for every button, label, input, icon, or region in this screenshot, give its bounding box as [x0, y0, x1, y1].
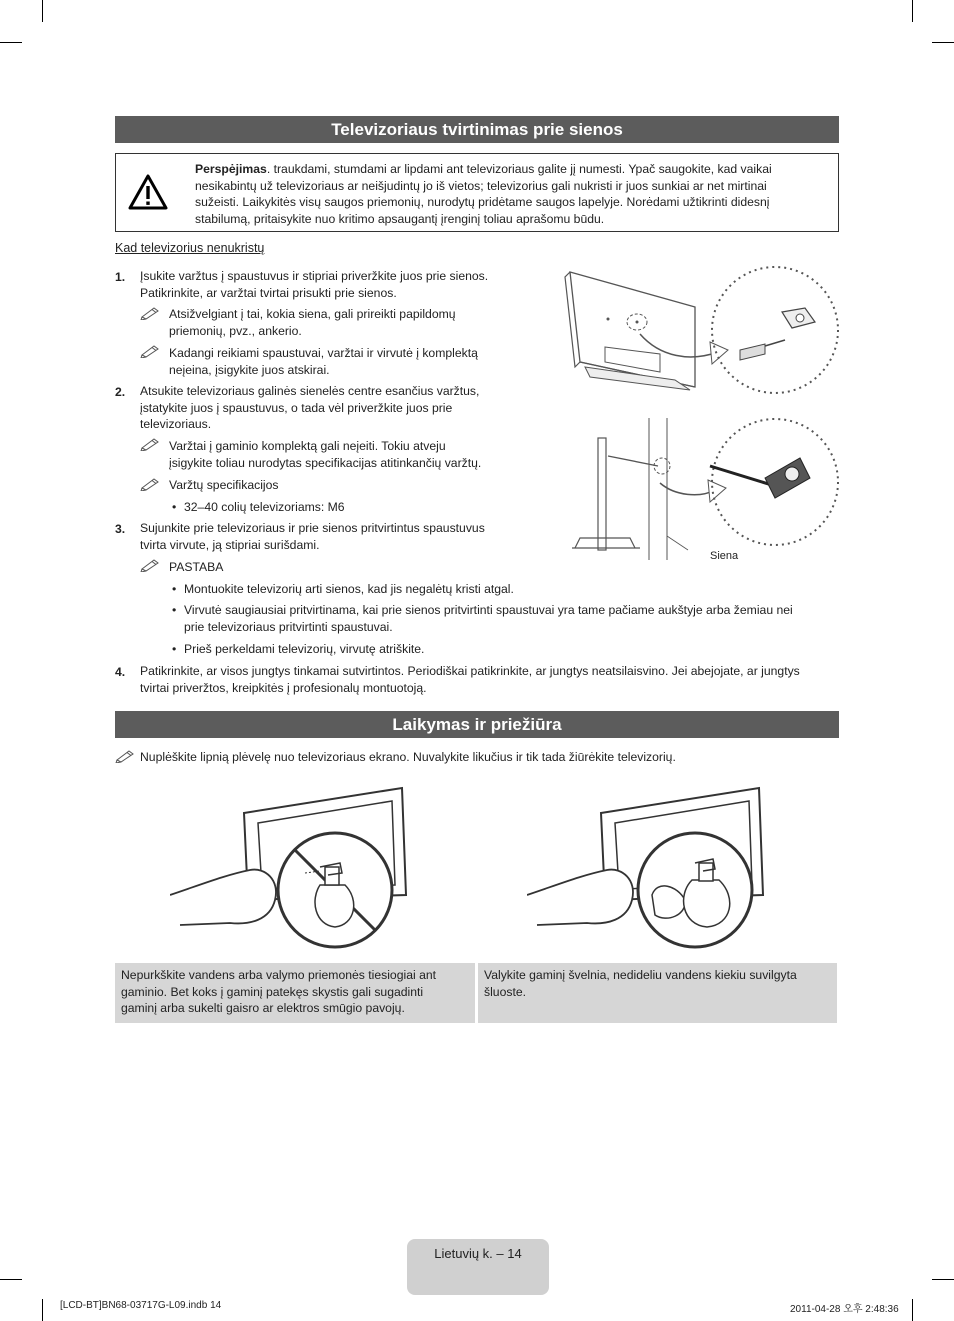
pastaba-bullet: Virvutė saugiausiai pritvirtinama, kai prie sienos pritvirtinti spaustuvai yra tame pačiame aukštyje arba žemiau nei prie televizoriaus pritvirtinti spaustuvai.	[184, 603, 793, 634]
caption-no-spray: Nepurkškite vandens arba valymo priemonės tiesiogiai ant gaminio. Bet koks į gaminį patekęs skystis gali sugadinti gaminį arba sukelti gaisro ar elektros smūgio pavojų.	[115, 963, 475, 1023]
wall-label: Siena	[710, 550, 739, 562]
section-title-wall-mount: Televizoriaus tvirtinimas prie sienos	[115, 116, 839, 143]
bullet: •	[172, 603, 177, 617]
note-text: Kadangi reikiami spaustuvai, varžtai ir virvutė į komplektą neįeina, įsigykite juos atskirai.	[169, 346, 478, 377]
crop-mark	[912, 1299, 913, 1321]
section-title-care: Laikymas ir priežiūra	[115, 711, 839, 738]
note-pencil-icon	[140, 437, 160, 451]
step-text: Įsukite varžtus į spaustuvus ir stipriai priveržkite juos prie sienos. Patikrinkite, ar varžtai tvirtai prisukti prie sienos.	[140, 269, 489, 300]
crop-mark	[932, 1279, 954, 1280]
note-pencil-icon	[140, 306, 160, 320]
step-number: 3.	[115, 522, 126, 536]
page-number: Lietuvių k. – 14	[434, 1246, 522, 1261]
note-pencil-icon	[140, 344, 160, 358]
note-pencil-icon	[140, 477, 160, 491]
crop-mark	[932, 42, 954, 43]
tv-back-clamp-illustration	[560, 262, 842, 420]
caption-cloth: Valykite gaminį švelnia, nedideliu vandens kiekiu suvilgyta šluoste.	[478, 963, 837, 1023]
date-info: 2011-04-28 오후 2:48:36	[790, 1304, 899, 1315]
note-pencil-icon	[140, 558, 160, 572]
bullet: •	[172, 582, 177, 596]
note-pastaba: PASTABA	[169, 560, 224, 574]
bullet: •	[172, 500, 177, 514]
warning-label: Perspėjimas	[195, 162, 267, 176]
warning-triangle-icon	[128, 174, 168, 210]
spec-bullet: 32–40 colių televizoriams: M6	[184, 500, 345, 514]
note-text: Atsižvelgiant į tai, kokia siena, gali prireikti papildomų priemonių, pvz., ankerio.	[169, 307, 456, 338]
step-text: Sujunkite prie televizoriaus ir prie sienos pritvirtintus spaustuvus tvirta virvute, ją stipriai surišdami.	[140, 521, 485, 552]
crop-mark	[42, 1299, 43, 1321]
page-number-tab	[407, 1239, 549, 1295]
step-number: 4.	[115, 665, 126, 679]
bullet: •	[172, 642, 177, 656]
crop-mark	[0, 42, 22, 43]
pastaba-bullet: Prieš perkeldami televizorių, virvutę atriškite.	[184, 642, 425, 656]
care-note: Nuplėškite lipnią plėvelę nuo televizoriaus ekrano. Nuvalykite likučius ir tik tada žiūrėkite televizorių.	[140, 750, 676, 764]
cloth-cleaning-illustration	[527, 785, 767, 950]
no-spray-illustration	[170, 785, 410, 950]
note-text: Varžtų specifikacijos	[169, 478, 279, 492]
crop-mark	[912, 0, 913, 22]
step-number: 2.	[115, 385, 126, 399]
note-text: Varžtai į gaminio komplektą gali neįeiti. Tokiu atveju įsigykite toliau nurodytas specifikacijas atitinkančių varžtų.	[169, 439, 482, 470]
step-text: Patikrinkite, ar visos jungtys tinkamai sutvirtintos. Periodiškai patikrinkite, ar jungtys neatsilaisvino. Jei abejojate, ar jungtys tvirtai priveržtos, kreipkitės į profesionalų montuotoją.	[140, 664, 800, 695]
tv-side-wall-illustration	[560, 418, 842, 560]
note-pencil-icon	[115, 749, 135, 763]
pastaba-bullet: Montuokite televizorių arti sienos, kad jis negalėtų kristi atgal.	[184, 582, 514, 596]
warning-text: Perspėjimas. traukdami, stumdami ar lipdami ant televizoriaus galite jį numesti. Ypač saugokite, kad vaikai nesikabintų už televizoriaus ar neišjudintų jo iš vietos; televizorius gali nukristi ir juos sunkiai ar net mirtinai sužeisti. Laikykitės visų saugos priemonių, nurodytų pridėtame saugos lapelyje. Norėdami užtikrinti didesnį stabilumą, pritaisykite nuo kritimo apsaugantį įrenginį toliau aprašomu būdu.	[195, 162, 772, 226]
file-info: [LCD-BT]BN68-03717G-L09.indb 14	[60, 1300, 222, 1311]
subheading-prevent-fall: Kad televizorius nenukristų	[115, 241, 265, 255]
step-number: 1.	[115, 270, 126, 284]
crop-mark	[42, 0, 43, 22]
warning-box	[115, 153, 839, 232]
step-text: Atsukite televizoriaus galinės sienelės centre esančius varžtus, įstatykite juos į spaustuvus, o tada vėl priveržkite juos prie televizoriaus.	[140, 384, 480, 431]
crop-mark	[0, 1279, 22, 1280]
